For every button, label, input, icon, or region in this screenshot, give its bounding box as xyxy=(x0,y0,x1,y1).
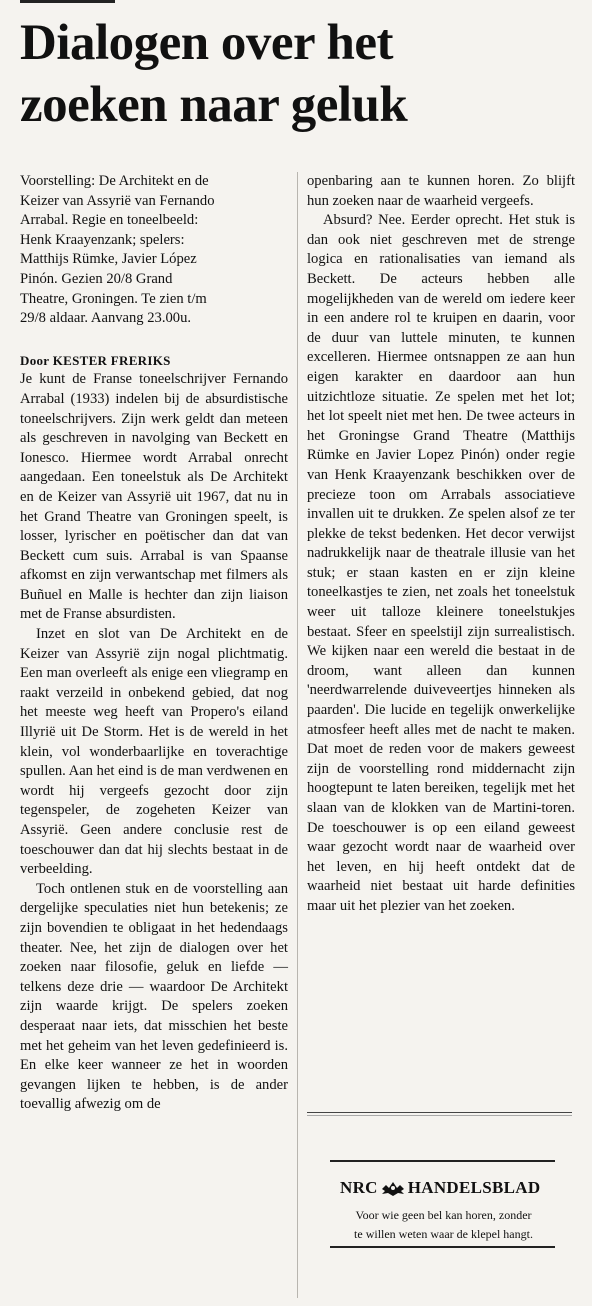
column-divider xyxy=(297,172,298,1298)
headline-line: zoeken naar geluk xyxy=(20,77,408,133)
paragraph: Absurd? Nee. Eerder oprecht. Het stuk is dan ook niet geschreven met de strenge logica en rationalisaties van iemand als Beckett. De acteurs hebben alle mogelijkheden van de wereld om iedere keer in een andere rol te kruipen en daarin, voor de duur van luttele minuten, te kunnen excelleren. Hiermee ontsnappen ze aan hun eigen karakter en daardoor aan hun uitzichtloze situatie. Ze spelen met het lot; het lot speelt niet met hen. De twee acteurs in het Groningse Grand Theatre (Matthijs Rümke en Javier Lopez Pinón) onder regie van Henk Kraayenzank beschikken over de precieze toon om Arrabals associatieve invallen uit te drukken. Ze spelen alsof ze ter plekke de tekst bedenken. Het decor verwijst nadrukkelijk naar de theatrale illusie van het stuk; er staan kasten en er zijn kleine toneelkastjes te zien, net zoals het toneelstuk weer uit talloze kleinere toneelstukjes bestaat. Sfeer en speelstijl zijn surrealistisch. We kijken naar een wereld die bestaat in de droom, want alleen dan kunnen 'neerdwarrelende duiveveertjes hinneken als paarden'. Die lucide en tegelijk onwerkelijke atmosfeer heeft alles met de nacht te maken. Dat moet de reden voor de makers geweest zijn de voorstelling rond middernacht zijn hoogtepunt te laten bereiken, tegelijk met het slaan van de klokken van de Martini-toren. De toeschouwer is op een eiland geweest waar gezocht wordt naar de waarheid over het leven, en hij heeft ontdekt dat de waarheid niet bestaat uit harde definities maar uit het plezier van het zoeken. xyxy=(307,212,575,914)
credits-line: Matthijs Rümke, Javier López xyxy=(20,251,197,268)
paragraph: openbaring aan te kunnen horen. Zo blijft hun zoeken naar de waarheid vergeefs. xyxy=(307,173,575,209)
paragraph: Je kunt de Franse toneelschrijver Fernando Arrabal (1933) indelen bij de absurdistische toneelschrijvers. Zijn werk geldt dan meteen als geschreven in navolging van Beckett en Ionesco. Hiermee wordt Arrabal onrecht aangedaan. Een toneelstuk als De Architekt en de Keizer van Assyrië uit 1967, dat nu in het Grand Theatre van Groningen speelt, is losser, lyrischer en poëtischer dan dat van Beckett cum suis. Arrabal is van Spaanse afkomst en zijn verwantschap met filmers als Buñuel en Malle is hechter dan zijn liaison met de Franse absurdisten. xyxy=(20,371,288,623)
paragraph: Toch ontlenen stuk en de voorstelling aan dergelijke speculaties niet hun betekenis; ze zijn bovendien te obligaat in het hedendaags theater. Nee, het zijn de dialogen over het zoeken naar filosofie, geluk en liefde — telkens deze drie — waardoor De Architekt zijn waarde krijgt. De spelers zoeken desperaat naar iets, dat misschien het beste met het geheim van het leven gedefinieerd is. En elke keer wanneer ze het in woorden gevangen lijken te hebben, is de ander toevallig afwezig om de xyxy=(20,880,288,1113)
author-name: KESTER FRERIKS xyxy=(52,352,171,368)
credits-line: 29/8 aldaar. Aanvang 23.00u. xyxy=(20,310,192,327)
credits-line: Arrabal. Regie en toneelbeeld: xyxy=(20,212,199,229)
slogan-line: te willen weten waar de klepel hangt. xyxy=(354,1227,533,1241)
headline-line: Dialogen over het xyxy=(20,15,394,71)
ad-slogan xyxy=(331,1206,556,1244)
slogan-line: Voor wie geen bel kan horen, zonder xyxy=(355,1208,532,1222)
credits-line: Voorstelling: De Architekt en de xyxy=(20,173,209,189)
nrc-handelsblad-logo xyxy=(340,1178,552,1198)
logo-handelsblad: HANDELSBLAD xyxy=(407,1178,541,1197)
byline-prefix: Door xyxy=(20,352,50,368)
credits-line: Theatre, Groningen. Te zien t/m xyxy=(20,290,207,307)
article-column-right xyxy=(307,172,575,917)
top-rule xyxy=(20,0,115,3)
credits-line: Henk Kraayenzank; spelers: xyxy=(20,231,185,248)
ad-bottom-rule xyxy=(330,1246,555,1248)
credits-line: Pinón. Gezien 20/8 Grand xyxy=(20,270,173,287)
ad-top-rule xyxy=(330,1160,555,1162)
article-column-left xyxy=(20,172,288,1115)
paragraph: Inzet en slot van De Architekt en de Keizer van Assyrië zijn nogal plichtmatig. Een man overleeft als enige een vliegramp en raakt verzeild in onbekend gebied, dat nog het meeste weg heeft van Propero's eiland Illyrië uit De Storm. Het is de wereld in het klein, vol wonderbaarlijke en toverachtige spullen. Aan het eind is de man verdwenen en wordt hij vergeefs gezocht door zijn tegenspeler, de zogeheten Keizer van Assyrië. Geen andere conclusie rest de toeschouwer dan dat hij slechts bestaat in de verbeelding. xyxy=(20,626,288,878)
headline xyxy=(20,12,580,136)
byline xyxy=(20,351,288,371)
credits-line: Keizer van Assyrië van Fernando xyxy=(20,192,215,209)
article-end-rule xyxy=(307,1112,572,1113)
logo-nrc: NRC xyxy=(340,1178,378,1197)
crest-icon xyxy=(380,1179,406,1197)
production-credits xyxy=(20,172,288,329)
article-end-rule-thin xyxy=(307,1115,572,1116)
